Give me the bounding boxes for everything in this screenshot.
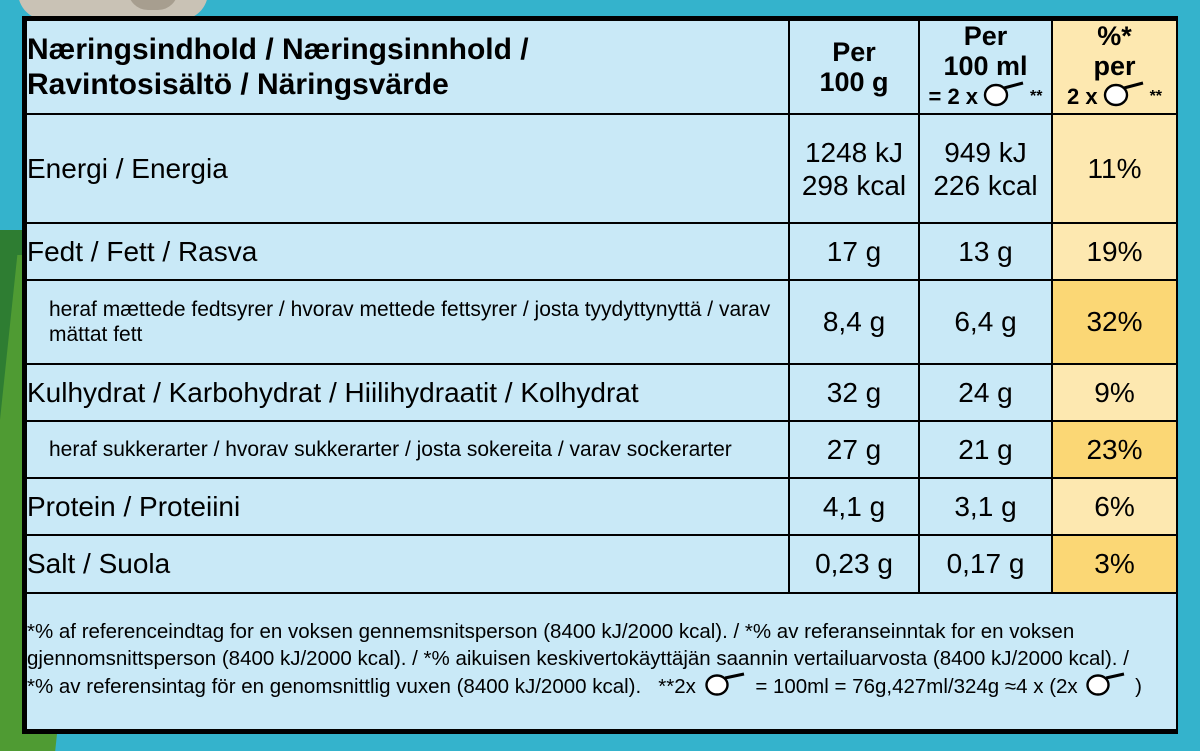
header-nutrition-label — [26, 20, 789, 114]
header-percent-ri — [1052, 20, 1177, 114]
table-body — [26, 114, 1177, 730]
footnote-row — [26, 593, 1177, 731]
row-value-percent: 19% — [1052, 223, 1177, 280]
header-100ml-suffix: ** — [1030, 88, 1043, 106]
header-100ml-line2: 100 ml — [943, 51, 1028, 82]
row-value-percent: 32% — [1052, 280, 1177, 364]
row-value-100ml: 24 g — [919, 364, 1052, 421]
header-100ml-serving — [920, 81, 1051, 113]
footnote-line-3c: = 100ml = 76g,427ml/324g ≈4 x (2x — [755, 674, 1078, 698]
row-value-100ml: 0,17 g — [919, 535, 1052, 592]
table-header-row — [26, 20, 1177, 114]
row-label: Energi / Energia — [26, 114, 789, 223]
scoop-icon — [1102, 81, 1146, 113]
row-value-100ml: 3,1 g — [919, 478, 1052, 535]
table-row — [26, 364, 1177, 421]
header-label-line1: Næringsindhold / Næringsinnhold / — [27, 32, 529, 66]
row-value-percent: 3% — [1052, 535, 1177, 592]
row-value-100g: 32 g — [789, 364, 919, 421]
header-100ml-line1: Per — [963, 21, 1008, 51]
table-row — [26, 478, 1177, 535]
row-value-100g: 27 g — [789, 421, 919, 478]
row-label: Salt / Suola — [26, 535, 789, 592]
footnote — [26, 593, 1177, 731]
scoop-icon — [982, 81, 1026, 113]
row-label: Fedt / Fett / Rasva — [26, 223, 789, 280]
row-value-percent: 9% — [1052, 364, 1177, 421]
header-per-100ml — [919, 20, 1052, 114]
row-value-percent: 6% — [1052, 478, 1177, 535]
table-row — [26, 280, 1177, 364]
footnote-line-3 — [27, 672, 1176, 703]
row-label: heraf sukkerarter / hvorav sukkerarter / josta sokereita / varav sockerarter — [26, 421, 789, 478]
row-label: Protein / Proteiini — [26, 478, 789, 535]
header-label-line2: Ravintosisältö / Näringsvärde — [27, 68, 449, 102]
footnote-line-3b: **2x — [658, 674, 696, 698]
table-row — [26, 421, 1177, 478]
row-value-100ml: 13 g — [919, 223, 1052, 280]
row-value-100g: 1248 kJ 298 kcal — [789, 114, 919, 223]
header-pct-line1: %* — [1097, 21, 1132, 51]
row-value-percent: 23% — [1052, 421, 1177, 478]
footnote-line-2: gjennomsnittsperson (8400 kJ/2000 kcal). / *% aikuisen keskivertokäyttäjän saannin vertailuarvosta (8400 kJ/2000 kcal). / — [27, 646, 1129, 670]
row-value-100ml: 6,4 g — [919, 280, 1052, 364]
row-label: heraf mættede fedtsyrer / hvorav mettede fettsyrer / josta tyydyttynyttä / varav mättat fett — [26, 280, 789, 364]
footnote-line-1: *% af referenceindtag for en voksen gennemsnitsperson (8400 kJ/2000 kcal). / *% av referanseinntak for en voksen — [27, 620, 1075, 644]
header-per-100g — [789, 20, 919, 114]
scoop-icon — [704, 672, 748, 703]
header-100g-line2: 100 g — [819, 67, 889, 98]
header-pct-line2: per — [1093, 51, 1136, 82]
header-100ml-prefix: = 2 x — [928, 83, 979, 109]
header-pct-serving — [1053, 81, 1176, 113]
nutrition-table — [25, 19, 1178, 731]
nutrition-panel — [22, 16, 1178, 734]
table-row — [26, 535, 1177, 592]
row-value-100ml: 21 g — [919, 421, 1052, 478]
table-row — [26, 114, 1177, 223]
row-value-100g: 8,4 g — [789, 280, 919, 364]
row-value-100ml: 949 kJ 226 kcal — [919, 114, 1052, 223]
table-row — [26, 223, 1177, 280]
header-pct-suffix: ** — [1149, 88, 1163, 106]
footnote-line-3a: *% av referensintag för en genomsnittlig vuxen (8400 kJ/2000 kcal). — [27, 674, 642, 698]
row-value-100g: 17 g — [789, 223, 919, 280]
footnote-line-3d: ) — [1135, 674, 1142, 698]
row-value-100g: 4,1 g — [789, 478, 919, 535]
row-value-percent: 11% — [1052, 114, 1177, 223]
header-100g-line1: Per — [832, 36, 876, 67]
row-label: Kulhydrat / Karbohydrat / Hiilihydraatit / Kolhydrat — [26, 364, 789, 421]
header-pct-prefix: 2 x — [1066, 83, 1098, 109]
scoop-icon — [1085, 672, 1127, 703]
row-value-100g: 0,23 g — [789, 535, 919, 592]
